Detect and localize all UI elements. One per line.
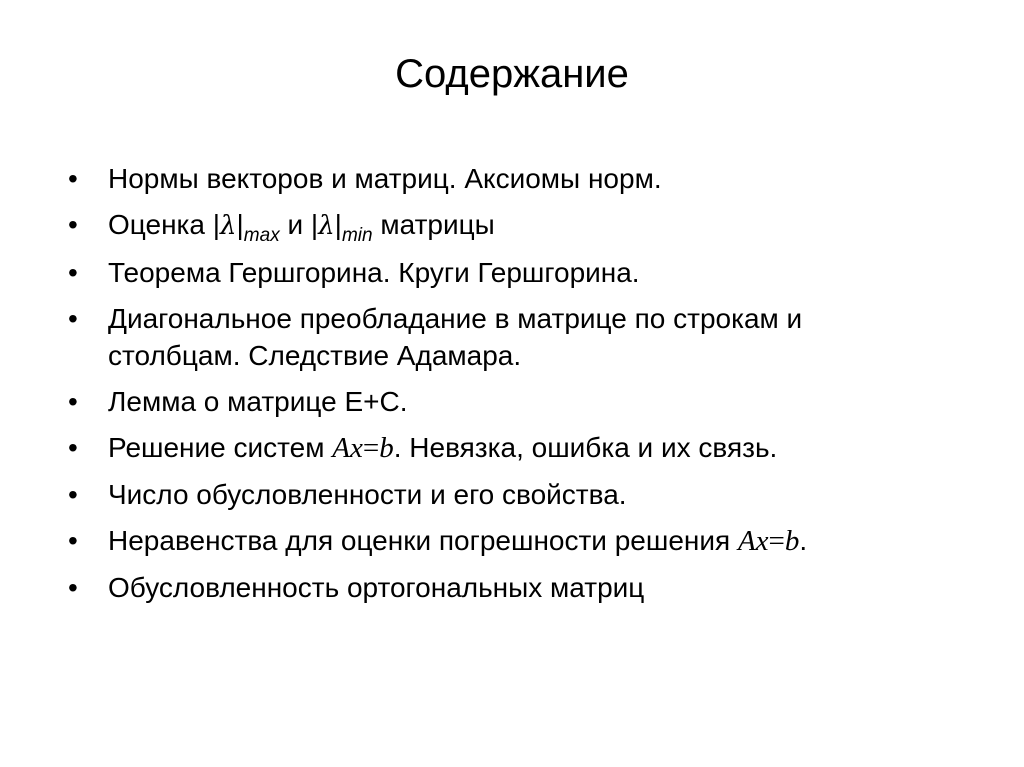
list-item-condition-number [66, 476, 966, 513]
item-text-after: . [799, 525, 808, 556]
math-ax: Ax [332, 432, 363, 464]
math-ax: Ax [737, 525, 769, 557]
item-text: Лемма о матрице Е+С. [108, 386, 408, 417]
subscript-min: min [341, 225, 373, 246]
math-b: b [379, 432, 394, 464]
bullet-icon: • [68, 525, 78, 556]
abs-bar: | [334, 209, 342, 240]
lambda-symbol: λ [220, 211, 237, 241]
list-item-solving-systems [66, 429, 966, 467]
item-text-middle: и | [279, 209, 319, 240]
lambda-symbol: λ [318, 211, 335, 241]
list-item-diagonal-dominance [66, 300, 966, 374]
bullet-icon: • [68, 257, 78, 288]
math-equals: = [768, 525, 785, 557]
bullet-icon: • [68, 386, 78, 417]
bullet-icon: • [68, 572, 78, 603]
math-b: b [784, 525, 800, 557]
item-text-line2: столбцам. Следствие Адамара. [108, 340, 522, 371]
bullet-icon: • [68, 163, 78, 194]
bullet-icon: • [68, 479, 78, 510]
item-text-after: матрицы [372, 209, 495, 240]
item-text: Обусловленность ортогональных матриц [108, 572, 645, 603]
list-item-orthogonal-conditioning [66, 569, 966, 606]
list-item-eigenvalue-estimate [66, 206, 966, 245]
list-item-gershgorin-theorem [66, 254, 966, 291]
contents-list [66, 160, 966, 615]
item-text: Число обусловленности и его свойства. [108, 479, 627, 510]
list-item-lemma-matrix [66, 383, 966, 420]
item-text: Теорема Гершгорина. Круги Гершгорина. [108, 257, 640, 288]
bullet-icon: • [68, 209, 78, 240]
list-item-error-inequalities [66, 522, 966, 560]
item-text-after: . Невязка, ошибка и их связь. [393, 432, 778, 463]
slide-title: Содержание [395, 52, 629, 96]
item-text-before: Оценка | [108, 209, 221, 240]
abs-bar: | [236, 209, 244, 240]
math-equals: = [362, 432, 380, 464]
item-text-before: Неравенства для оценки погрешности решения [108, 525, 738, 556]
bullet-icon: • [68, 303, 78, 334]
subscript-max: max [243, 225, 280, 246]
item-text-before: Решение систем [108, 432, 333, 463]
item-text: Нормы векторов и матриц. Аксиомы норм. [108, 163, 662, 194]
list-item-vector-matrix-norms [66, 160, 966, 197]
item-text-line1: Диагональное преобладание в матрице по строкам и [108, 303, 803, 334]
bullet-icon: • [68, 432, 78, 463]
